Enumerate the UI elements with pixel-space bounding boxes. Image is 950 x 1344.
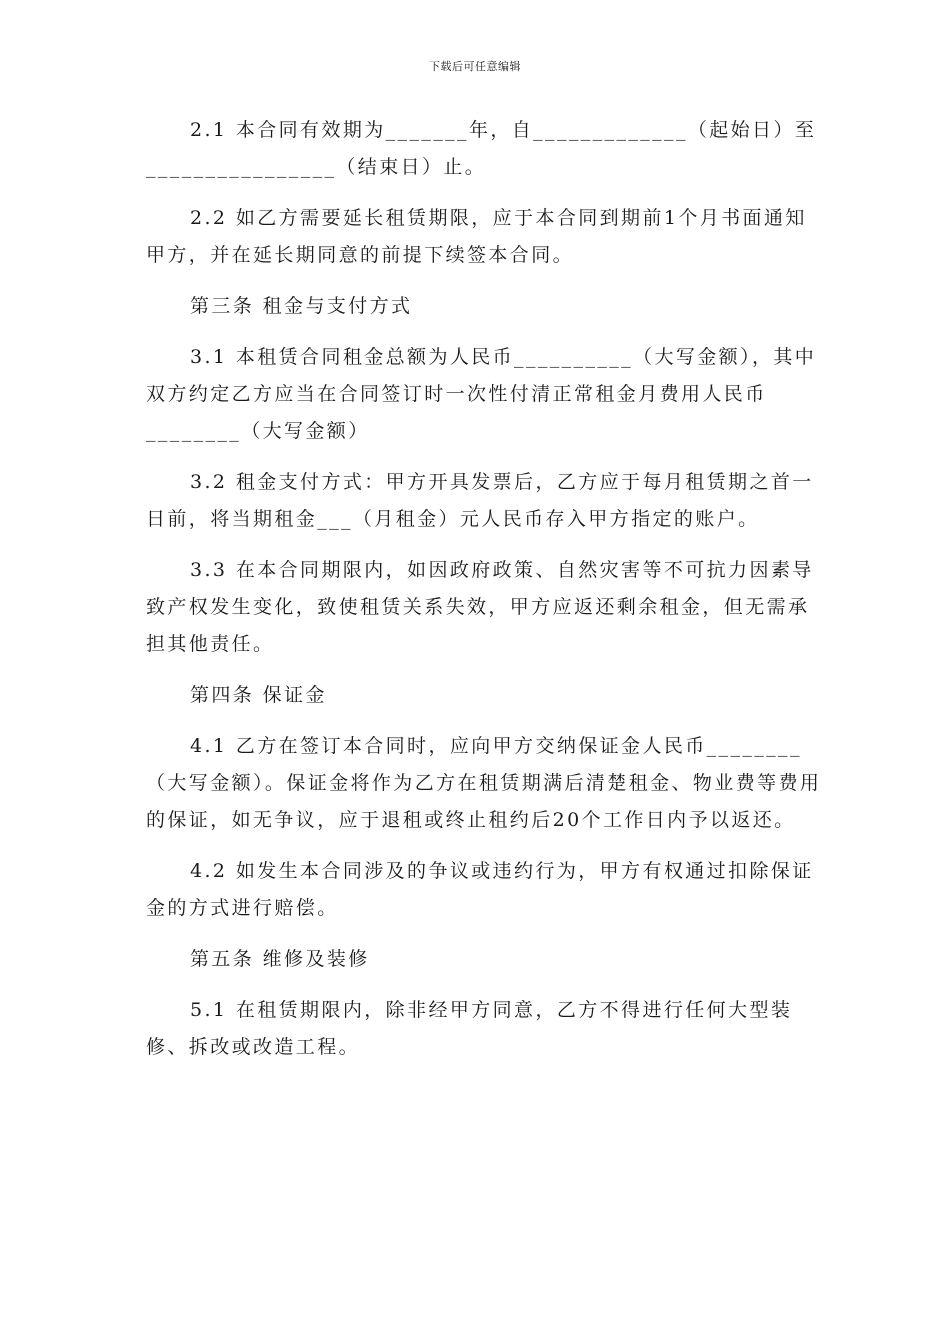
article-3-heading: 第三条 租金与支付方式 — [190, 295, 413, 317]
clause-3-2: 3.2 租金支付方式：甲方开具发票后，乙方应于每月租赁期之首一日前，将当期租金___（月租金）元人民币存入甲方指定的账户。 — [146, 471, 814, 530]
contract-body — [146, 112, 826, 1080]
clause-4-1: 4.1 乙方在签订本合同时，应向甲方交纳保证金人民币________（大写金额）。保证金将作为乙方在租赁期满后清楚租金、物业费等费用的保证，如无争议，应于退租或终止租约后20个工作日内予以返还。 — [146, 735, 822, 831]
clause-3-3: 3.3 在本合同期限内，如因政府政策、自然灾害等不可抗力因素导致产权发生变化，致使租赁关系失效，甲方应返还剩余租金，但无需承担其他责任。 — [146, 559, 814, 655]
page-header-note: 下载后可任意编辑 — [429, 60, 521, 73]
article-4-heading: 第四条 保证金 — [190, 684, 327, 706]
clause-4-2: 4.2 如发生本合同涉及的争议或违约行为，甲方有权通过扣除保证金的方式进行赔偿。 — [146, 860, 814, 919]
clause-3-1: 3.1 本租赁合同租金总额为人民币__________（大写金额），其中双方约定乙方应当在合同签订时一次性付清正常租金月费用人民币________（大写金额） — [146, 346, 817, 442]
article-5-heading: 第五条 维修及装修 — [190, 948, 370, 970]
clause-5-1: 5.1 在租赁期限内，除非经甲方同意，乙方不得进行任何大型装修、拆改或改造工程。 — [146, 999, 793, 1058]
clause-2-2: 2.2 如乙方需要延长租赁期限，应于本合同到期前1个月书面通知甲方，并在延长期同意的前提下续签本合同。 — [146, 207, 807, 266]
clause-2-1: 2.1 本合同有效期为_______年，自_____________（起始日）至________________（结束日）止。 — [146, 119, 817, 178]
